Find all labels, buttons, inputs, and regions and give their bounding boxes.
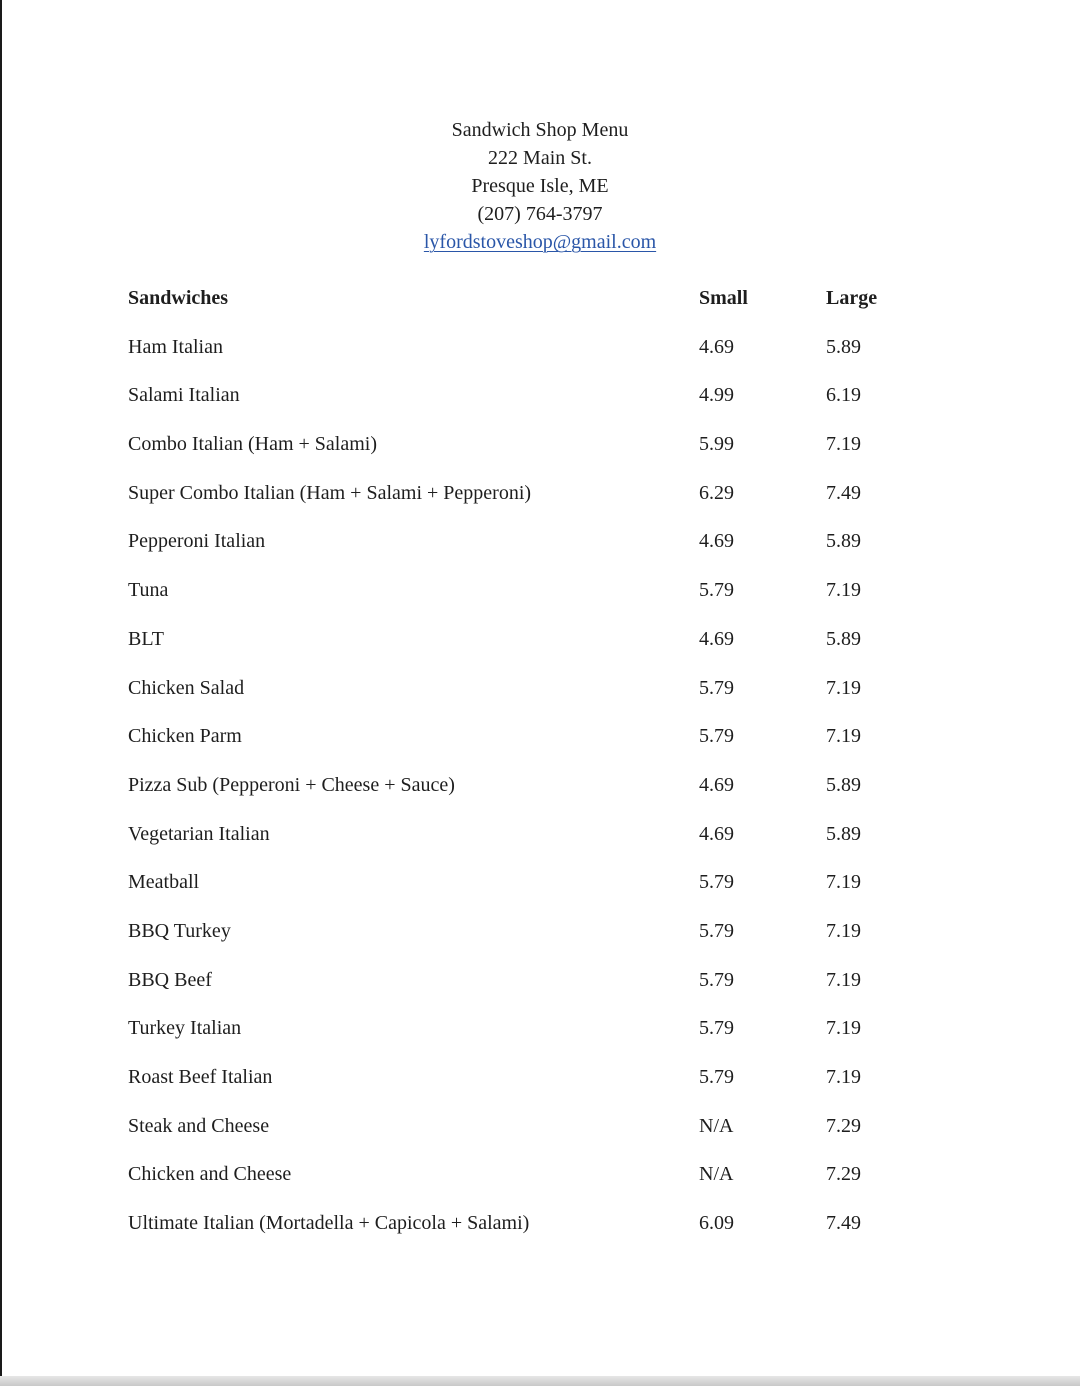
- price-large: 7.29: [826, 1114, 861, 1137]
- sandwich-name: Chicken Salad: [128, 676, 245, 699]
- table-row: [128, 380, 928, 429]
- table-row: [128, 478, 928, 527]
- email-link[interactable]: lyfordstoveshop@gmail.com: [423, 231, 657, 253]
- table-row: [128, 1013, 928, 1062]
- table-row: [128, 575, 928, 624]
- price-large: 5.89: [826, 335, 861, 358]
- sandwich-name: Ham Italian: [128, 335, 223, 358]
- price-large: 5.89: [826, 530, 861, 553]
- column-header-sandwiches: Sandwiches: [128, 287, 229, 309]
- sandwich-name: BLT: [128, 627, 164, 650]
- price-small: 4.69: [699, 530, 734, 553]
- sandwich-name: Chicken Parm: [128, 725, 242, 748]
- table-row: [128, 624, 928, 673]
- sandwich-name: Chicken and Cheese: [128, 1163, 292, 1186]
- price-large: 7.19: [826, 1017, 861, 1040]
- menu-table: [128, 283, 928, 1257]
- price-large: 7.19: [826, 579, 861, 602]
- price-small: 5.79: [699, 1066, 734, 1088]
- column-header-large: Large: [826, 287, 878, 309]
- sandwich-name: Turkey Italian: [128, 1017, 242, 1040]
- sandwich-name: BBQ Beef: [128, 968, 212, 991]
- price-large: 6.19: [826, 384, 861, 407]
- table-row: [128, 1062, 928, 1111]
- price-large: 7.19: [826, 676, 861, 699]
- price-large: 7.49: [826, 481, 861, 504]
- price-small: N/A: [699, 1163, 734, 1186]
- table-row: [128, 526, 928, 575]
- sandwich-name: Super Combo Italian (Ham + Salami + Pepperoni): [128, 481, 532, 504]
- table-row: [128, 770, 928, 819]
- table-row: [128, 429, 928, 478]
- shop-address: 222 Main St.: [488, 147, 592, 169]
- price-large: 5.89: [826, 627, 861, 650]
- sandwich-name: Ultimate Italian (Mortadella + Capicola + Salami): [128, 1212, 530, 1235]
- table-header-row: [128, 283, 928, 332]
- price-small: 6.09: [699, 1212, 734, 1235]
- shop-city: Presque Isle, ME: [471, 175, 609, 197]
- sandwich-name: Pepperoni Italian: [128, 530, 266, 553]
- table-row: [128, 1111, 928, 1160]
- menu-header: [0, 116, 1080, 256]
- bottom-edge-shade: [0, 1376, 1080, 1386]
- price-small: 5.79: [699, 968, 734, 991]
- column-header-small: Small: [699, 287, 748, 309]
- sandwich-name: Salami Italian: [128, 384, 240, 407]
- price-small: 5.79: [699, 919, 734, 942]
- table-row: [128, 867, 928, 916]
- price-large: 7.19: [826, 968, 861, 991]
- price-small: 5.79: [699, 725, 734, 748]
- menu-title: Sandwich Shop Menu: [451, 119, 629, 141]
- price-small: 4.69: [699, 335, 734, 358]
- price-small: 5.99: [699, 433, 734, 456]
- sandwich-name: Combo Italian (Ham + Salami): [128, 433, 378, 456]
- sandwich-name: Pizza Sub (Pepperoni + Cheese + Sauce): [128, 773, 455, 796]
- price-large: 7.19: [826, 1066, 861, 1088]
- table-row: [128, 673, 928, 722]
- price-small: 4.99: [699, 384, 734, 407]
- table-row: [128, 819, 928, 868]
- price-large: 7.19: [826, 871, 861, 894]
- price-small: N/A: [699, 1114, 734, 1137]
- sandwich-name: Steak and Cheese: [128, 1114, 270, 1137]
- price-small: 4.69: [699, 627, 734, 650]
- table-row: [128, 1159, 928, 1208]
- sandwich-name: Vegetarian Italian: [128, 822, 270, 845]
- price-large: 7.29: [826, 1163, 861, 1186]
- table-row: [128, 916, 928, 965]
- table-row: [128, 332, 928, 381]
- price-small: 4.69: [699, 822, 734, 845]
- table-body: [128, 332, 928, 1257]
- price-large: 7.19: [826, 725, 861, 748]
- table-row: [128, 721, 928, 770]
- price-large: 5.89: [826, 822, 861, 845]
- price-small: 5.79: [699, 676, 734, 699]
- price-large: 7.19: [826, 433, 861, 456]
- price-small: 6.29: [699, 481, 734, 504]
- price-small: 4.69: [699, 773, 734, 796]
- price-large: 5.89: [826, 773, 861, 796]
- sandwich-name: BBQ Turkey: [128, 919, 231, 942]
- table-row: [128, 1208, 928, 1257]
- table-row: [128, 965, 928, 1014]
- price-small: 5.79: [699, 1017, 734, 1040]
- sandwich-name: Roast Beef Italian: [128, 1066, 273, 1088]
- price-large: 7.19: [826, 919, 861, 942]
- shop-phone: (207) 764-3797: [477, 203, 603, 225]
- sandwich-name: Tuna: [128, 579, 169, 602]
- price-small: 5.79: [699, 579, 734, 602]
- price-small: 5.79: [699, 871, 734, 894]
- sandwich-name: Meatball: [128, 871, 200, 894]
- price-large: 7.49: [826, 1212, 861, 1235]
